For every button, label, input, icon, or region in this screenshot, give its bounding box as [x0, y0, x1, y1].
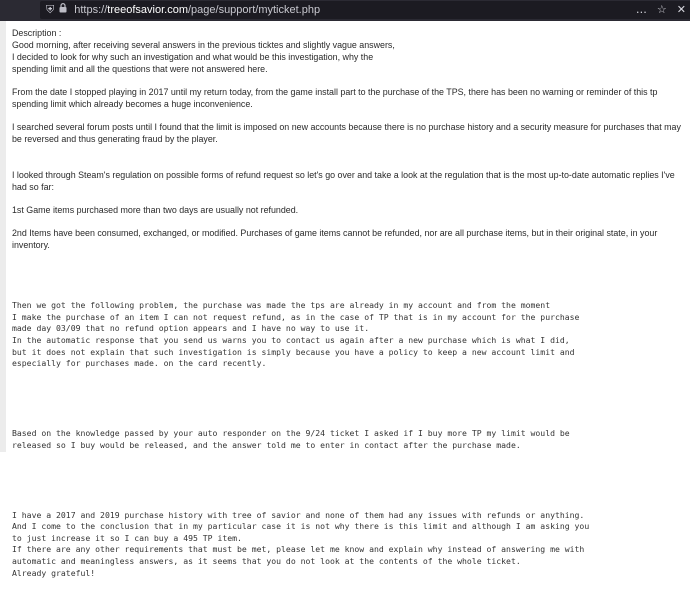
- browser-toolbar: [0, 0, 690, 21]
- ticket-mono-text: [12, 277, 684, 602]
- description-label: Description :: [12, 28, 62, 38]
- intro-line-1: Good morning, after receiving several answers in the previous ticktes and slightly vague answers,: [12, 40, 395, 50]
- address-bar[interactable]: [40, 1, 690, 19]
- close-icon[interactable]: ✕: [676, 3, 686, 16]
- ticket-description: [12, 27, 684, 251]
- bookmark-star-icon[interactable]: ☆: [656, 3, 667, 16]
- paragraph-4: 1st Game items purchased more than two days are usually not refunded.: [12, 205, 299, 215]
- url-path: /page/support/myticket.php: [187, 4, 321, 16]
- url-domain: treeofsavior.com: [107, 4, 188, 16]
- paragraph-5: 2nd Items have been consumed, exchanged, or modified. Purchases of game items cannot be refunded, nor are all purchase items, but in their original state, in your inventory.: [12, 228, 658, 250]
- lock-icon-glyph: [59, 3, 67, 13]
- address-bar-actions: [636, 1, 686, 19]
- mono-block-2: Based on the knowledge passed by your auto responder on the 9/24 ticket I asked if I buy more TP my limit would be released so I buy would be released, and the answer told me to enter in contact after the purchase made.: [12, 428, 570, 450]
- paragraph-3: I looked through Steam's regulation on possible forms of refund request so let's go over and take a look at the regulation that is the most up-to-date automatic replies I've had so far:: [12, 170, 675, 192]
- url-text[interactable]: [74, 4, 320, 16]
- shield-icon[interactable]: ⛨: [46, 3, 55, 16]
- intro-line-2: I decided to look for why such an investigation and what would be this investigation, why the: [12, 52, 374, 62]
- url-scheme: https://: [74, 4, 108, 16]
- paragraph-2: I searched several forum posts until I found that the limit is imposed on new accounts because there is no purchase history and a security measure for purchases that may be reversed and thus generating fraud by the player.: [12, 122, 681, 144]
- page-left-gutter: [0, 21, 6, 452]
- paragraph-1: From the date I stopped playing in 2017 until my return today, from the game install part to the purchase of the TPS, there has been no warning or reminder of this tp spending limit which already becomes a huge inconvenience.: [12, 87, 658, 109]
- ticket-content: [12, 27, 684, 602]
- mono-block-3: I have a 2017 and 2019 purchase history with tree of savior and none of them had any issues with refunds or anything. And I come to the conclusion that in my particular case it is not why there is this limit and although I am asking you to just increase it so I can buy a 495 TP item. If there are any other requirements that must be met, please let me know and explain why instead of answering me with automatic and meaningless answers, as it seems that you do not look at the contents of the whole ticket. Already grateful!: [12, 509, 590, 578]
- more-options-icon[interactable]: …: [635, 3, 647, 16]
- intro-line-3: spending limit and all the questions that were not answered here.: [12, 64, 268, 74]
- mono-block-1: Then we got the following problem, the purchase was made the tps are already in my account and from the moment I make the purchase of an item I can not request refund, as in the case of TP that is in my account for the purchase made day 03/09 that no refund option appears and I have no way to use it. In the automatic response that you send us warns you to contact us again after a new purchase which is what I did, but it does not explain that such investigation is simply because you have a policy to keep a new account limit and especially for purchases made. on the card recently.: [12, 300, 580, 369]
- lock-icon[interactable]: [59, 1, 67, 19]
